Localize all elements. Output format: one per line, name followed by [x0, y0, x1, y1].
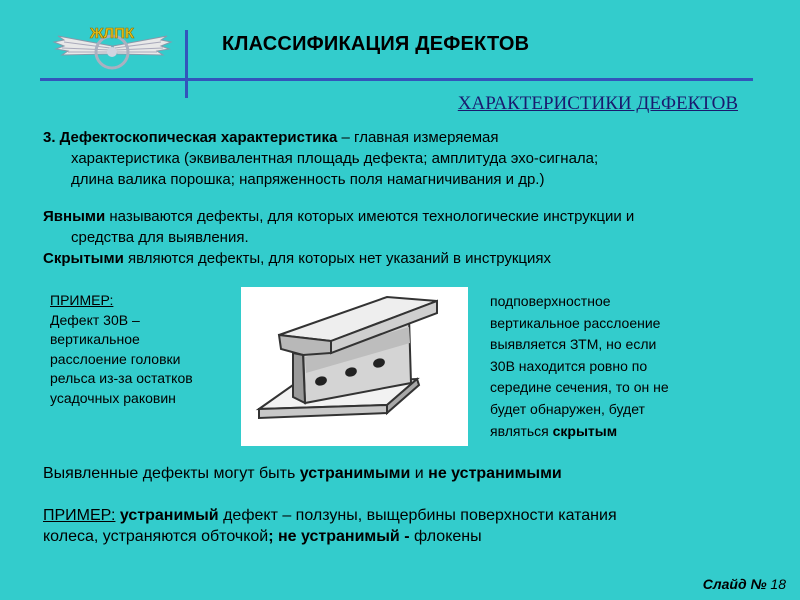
example-right-line: выявляется ЗТМ, но если	[490, 336, 657, 353]
example-right-line: вертикальное расслоение	[490, 314, 661, 331]
explicit-paragraph	[43, 206, 763, 248]
header-vertical-rule	[185, 30, 188, 98]
example-right-last-prefix: являться	[490, 422, 553, 439]
hidden-paragraph	[43, 248, 763, 269]
detected-prefix: Выявленные дефекты могут быть	[43, 465, 300, 482]
example2-label: ПРИМЕР:	[43, 507, 116, 524]
detected-bold1: устранимыми	[299, 465, 411, 482]
example-right-line: будет обнаружен, будет	[490, 400, 645, 417]
example-right-last-bold: скрытым	[552, 422, 618, 439]
slide-number	[703, 576, 786, 592]
example2-rest2: флокены	[409, 528, 482, 545]
item3-rest: – главная измеряемая	[337, 129, 499, 146]
page-title: КЛАССИФИКАЦИЯ ДЕФЕКТОВ	[222, 33, 530, 55]
hidden-rest: являются дефекты, для которых нет указаний в инструкциях	[123, 250, 552, 267]
page-subtitle: ХАРАКТЕРИСТИКИ ДЕФЕКТОВ	[457, 93, 738, 114]
logo	[50, 16, 175, 76]
example2-line2-prefix: колеса, устраняются обточкой	[43, 528, 269, 545]
hidden-term: Скрытыми	[43, 250, 124, 267]
slide-number-value: 18	[770, 576, 786, 592]
rail-image	[241, 287, 468, 446]
item3-lead: 3. Дефектоскопическая характеристика	[43, 129, 338, 146]
example-left	[50, 291, 240, 409]
item3-line2: характеристика (эквивалентная площадь дефекта; амплитуда эхо-сигнала;	[71, 150, 599, 167]
example2-paragraph	[43, 505, 763, 547]
example-right-last-line	[490, 421, 735, 443]
logo-text: ЖЛПК	[89, 25, 135, 42]
example-left-line: вертикальное	[50, 331, 140, 348]
example-right-line: подповерхностное	[490, 293, 611, 309]
item3-line3: длина валика порошка; напряженность поля намагничивания и др.)	[71, 171, 545, 188]
example-left-line: Дефект 30В –	[50, 311, 140, 328]
item3-paragraph	[43, 127, 763, 190]
example-right-line: 30В находится ровно по	[490, 357, 648, 374]
explicit-term: Явными	[43, 208, 106, 225]
detected-bold2: не устранимыми	[428, 465, 562, 482]
example-right	[490, 291, 735, 442]
header-horizontal-rule	[40, 78, 753, 81]
example-left-label: ПРИМЕР:	[50, 292, 114, 308]
example-left-line: расслоение головки	[50, 350, 181, 367]
example2-rest1: дефект – ползуны, выщербины поверхности катания	[218, 507, 617, 524]
example-left-line: рельса из-за остатков	[50, 370, 193, 387]
slide-number-label: Слайд №	[702, 576, 767, 592]
example-left-line: усадочных раковин	[50, 389, 176, 406]
explicit-line2: средства для выявления.	[71, 229, 249, 246]
detected-paragraph	[43, 463, 763, 484]
example2-bold2: ; не устранимый -	[268, 528, 410, 545]
example2-bold1: устранимый	[119, 507, 219, 524]
example-right-line: середине сечения, то он не	[490, 379, 669, 396]
explicit-rest: называются дефекты, для которых имеются технологические инструкции и	[105, 208, 635, 225]
detected-mid: и	[410, 465, 429, 482]
